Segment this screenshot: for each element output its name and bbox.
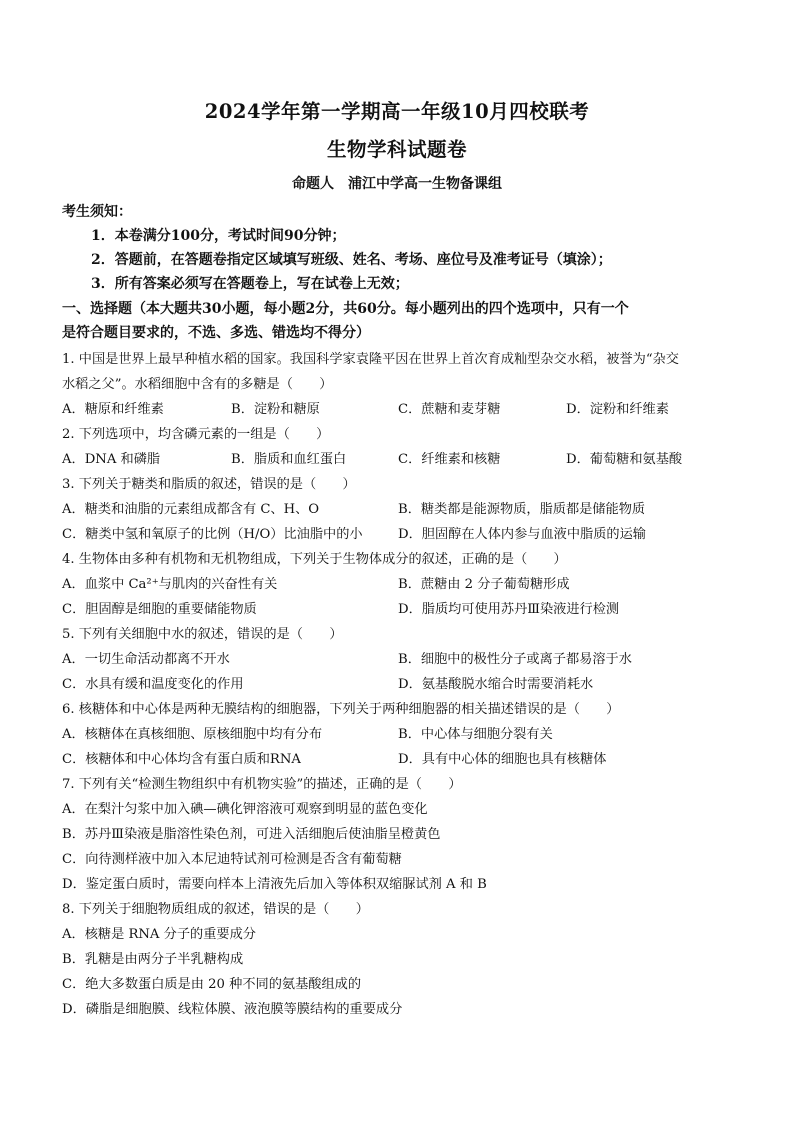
option-c: C．向待测样液中加入本尼迪特试剂可检测是否含有葡萄糖 (62, 852, 402, 867)
question-stem: 水稻之父”。水稻细胞中含有的多糖是（ ） (62, 377, 333, 392)
option-b: B．淀粉和糖原 (231, 402, 320, 417)
option-b: B．乳糖是由两分子半乳糖构成 (62, 952, 244, 967)
author-name: 浦江中学高一生物备课组 (348, 176, 502, 192)
option-c: C．水具有缓和温度变化的作用 (62, 677, 244, 692)
question-stem: 4. 生物体由多种有机物和无机物组成，下列关于生物体成分的叙述，正确的是（ ） (62, 552, 567, 567)
question-stem: 7. 下列有关“检测生物组织中有机物实验”的描述，正确的是（ ） (62, 777, 462, 792)
option-b: B．糖类都是能源物质，脂质都是储能物质 (398, 502, 646, 517)
question-stem: 6. 核糖体和中心体是两种无膜结构的细胞器，下列关于两种细胞器的相关描述错误的是（ ） (62, 702, 620, 717)
question-stem: 2. 下列选项中，均含磷元素的一组是（ ） (62, 427, 330, 442)
option-c: C．蔗糖和麦芽糖 (398, 402, 501, 417)
option-c: C．核糖体和中心体均含有蛋白质和RNA (62, 752, 301, 767)
option-d: D．磷脂是细胞膜、线粒体膜、液泡膜等膜结构的重要成分 (62, 1002, 403, 1017)
question-stem: 3. 下列关于糖类和脂质的叙述，错误的是（ ） (62, 477, 356, 492)
option-a: A．核糖体在真核细胞、原核细胞中均有分布 (62, 727, 323, 742)
notice-item: 1．本卷满分100分，考试时间90分钟； (91, 228, 346, 244)
option-d: D．氨基酸脱水缩合时需要消耗水 (398, 677, 594, 692)
option-a: A．血浆中 Ca²⁺与肌肉的兴奋性有关 (62, 577, 278, 592)
question-stem: 5. 下列有关细胞中水的叙述，错误的是（ ） (62, 627, 343, 642)
notice-heading: 考生须知： (62, 204, 132, 220)
option-a: A．糖原和纤维素 (62, 402, 164, 417)
exam-subtitle: 生物学科试题卷 (326, 138, 467, 161)
option-a: A．一切生命活动都离不开水 (62, 652, 230, 667)
notice-item: 2．答题前，在答题卷指定区域填写班级、姓名、考场、座位号及准考证号（填涂）； (91, 252, 612, 268)
option-c: C．胆固醇是细胞的重要储能物质 (62, 602, 257, 617)
author-line (0, 173, 794, 193)
option-c: C．纤维素和核糖 (398, 452, 501, 467)
option-d: D．葡萄糖和氨基酸 (566, 452, 683, 467)
option-a: A．在梨汁匀浆中加入碘—碘化钾溶液可观察到明显的蓝色变化 (62, 802, 428, 817)
option-d: D．淀粉和纤维素 (566, 402, 669, 417)
option-c: C．绝大多数蛋白质是由 20 种不同的氨基酸组成的 (62, 977, 362, 992)
notice-item: 3．所有答案必须写在答题卷上，写在试卷上无效； (91, 276, 409, 292)
option-a: A．糖类和油脂的元素组成都含有 C、H、O (62, 502, 320, 517)
option-b: B．脂质和血红蛋白 (231, 452, 347, 467)
exam-title: 2024学年第一学期高一年级10月四校联考 (204, 100, 590, 123)
option-b: B．中心体与细胞分裂有关 (398, 727, 553, 742)
section-heading: 是符合题目要求的，不选、多选、错选均不得分） (62, 325, 370, 341)
section-heading: 一、选择题（本大题共30小题，每小题2分，共60分。每小题列出的四个选项中，只有一个 (62, 301, 629, 317)
option-d: D．脂质均可使用苏丹Ⅲ染液进行检测 (398, 602, 620, 617)
option-a: A．DNA 和磷脂 (62, 452, 161, 467)
question-stem: 8. 下列关于细胞物质组成的叙述，错误的是（ ） (62, 902, 369, 917)
option-a: A．核糖是 RNA 分子的重要成分 (62, 927, 256, 942)
option-d: D．胆固醇在人体内参与血液中脂质的运输 (398, 527, 646, 542)
option-b: B．苏丹Ⅲ染液是脂溶性染色剂，可进入活细胞后使油脂呈橙黄色 (62, 827, 441, 842)
option-c: C．糖类中氢和氧原子的比例（H/O）比油脂中的小 (62, 527, 363, 542)
option-d: D．具有中心体的细胞也具有核糖体 (398, 752, 607, 767)
author-label: 命题人 (292, 176, 334, 192)
option-b: B．蔗糖由 2 分子葡萄糖形成 (398, 577, 570, 592)
question-stem: 1. 中国是世界上最早种植水稻的国家。我国科学家袁隆平因在世界上首次育成籼型杂交水稻，被誉为“杂交 (62, 352, 679, 367)
option-d: D．鉴定蛋白质时，需要向样本上清液先后加入等体积双缩脲试剂 A 和 B (62, 877, 487, 892)
option-b: B．细胞中的极性分子或离子都易溶于水 (398, 652, 632, 667)
